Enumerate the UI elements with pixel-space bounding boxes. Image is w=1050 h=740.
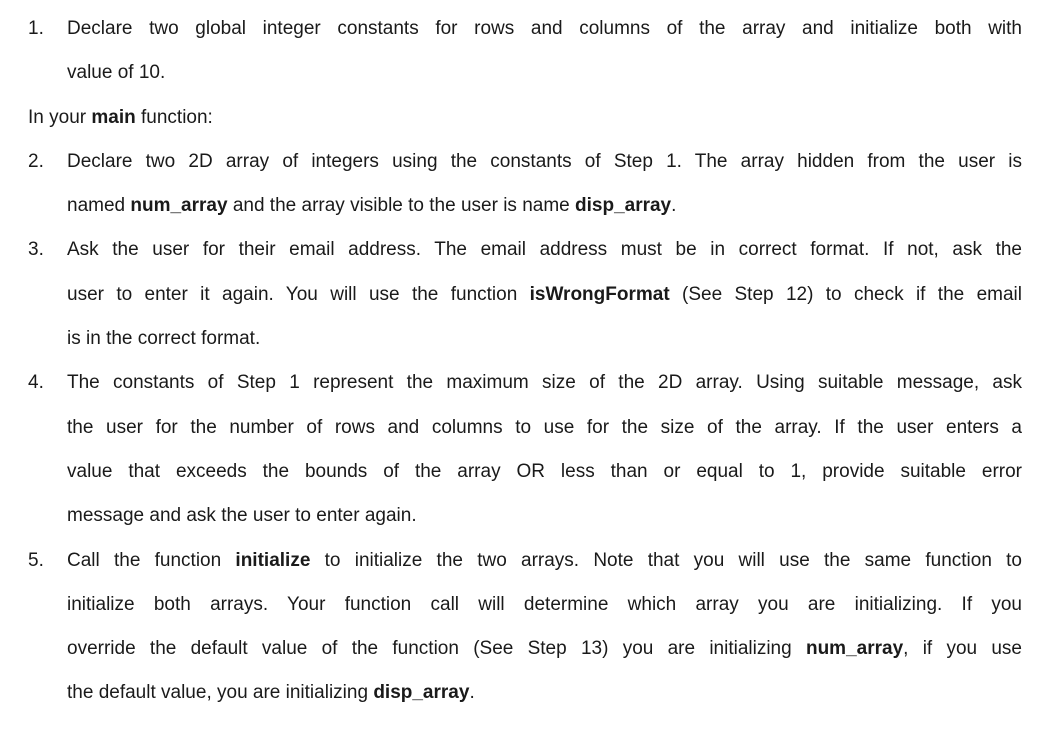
text-run: , if you use — [903, 638, 1022, 660]
text-run: In your — [28, 106, 92, 128]
text-line — [67, 671, 1022, 715]
text-run: Declare two global integer constants for rows and columns of the array and initialize both with — [67, 18, 1022, 39]
text-run: Call the function — [67, 549, 236, 571]
bold-term: isWrongFormat — [529, 283, 670, 305]
text-line — [67, 7, 1022, 51]
step-body — [67, 140, 1022, 229]
step-body — [67, 361, 1022, 538]
step-3 — [28, 228, 1022, 361]
step-body — [67, 539, 1022, 716]
step-number: 3. — [28, 239, 44, 261]
main-function-heading — [28, 96, 1022, 140]
step-number: 5. — [28, 549, 44, 571]
text-line — [67, 583, 1022, 627]
step-number: 4. — [28, 372, 44, 394]
step-number: 1. — [28, 18, 44, 39]
step-2 — [28, 140, 1022, 229]
text-run: value of 10. — [67, 62, 166, 84]
text-run: value that exceeds the bounds of the array OR less than or equal to 1, provide suitable error — [67, 460, 1022, 482]
text-line — [67, 450, 1022, 494]
text-run: (See Step 12) to check if the email — [669, 283, 1022, 305]
bold-term: disp_array — [575, 195, 672, 217]
text-run: message and ask the user to enter again. — [67, 505, 417, 527]
text-run: is in the correct format. — [67, 328, 261, 350]
text-run: function: — [135, 106, 213, 128]
text-line — [67, 494, 1022, 538]
text-run: Declare two 2D array of integers using the constants of Step 1. The array hidden from the user is — [67, 150, 1022, 172]
text-run: the default value, you are initializing — [67, 682, 374, 704]
text-run: and the array visible to the user is name — [227, 195, 576, 217]
text-line — [67, 184, 1022, 228]
text-run: . — [469, 682, 475, 704]
bold-term: num_array — [130, 195, 228, 217]
text-line — [67, 273, 1022, 317]
text-run: Ask the user for their email address. The email address must be in correct format. If not, ask the — [67, 239, 1022, 261]
bold-term-main: main — [91, 106, 136, 128]
step-number: 2. — [28, 150, 44, 172]
text-line — [67, 228, 1022, 272]
step-1 — [28, 7, 1022, 96]
text-line — [67, 361, 1022, 405]
text-run: named — [67, 195, 131, 217]
step-4 — [28, 361, 1022, 538]
step-5 — [28, 539, 1022, 716]
text-line — [67, 140, 1022, 184]
text-line — [67, 627, 1022, 671]
text-run: The constants of Step 1 represent the maximum size of the 2D array. Using suitable message, ask — [67, 372, 1022, 394]
text-line — [67, 406, 1022, 450]
text-run: initialize both arrays. Your function call will determine which array you are initializing. If you — [67, 593, 1022, 615]
bold-term: disp_array — [373, 682, 470, 704]
text-run: . — [671, 195, 677, 217]
bold-term: initialize — [235, 549, 311, 571]
text-run: override the default value of the function (See Step 13) you are initializing — [67, 638, 806, 660]
text-line — [67, 539, 1022, 583]
text-line — [67, 317, 1022, 361]
step-body — [67, 228, 1022, 361]
text-run: user to enter it again. You will use the function — [67, 283, 530, 305]
step-body — [67, 7, 1022, 96]
text-run: to initialize the two arrays. Note that you will use the same function to — [310, 549, 1022, 571]
text-line — [67, 51, 1022, 95]
text-run: the user for the number of rows and columns to use for the size of the array. If the user enters a — [67, 416, 1022, 438]
bold-term: num_array — [805, 638, 904, 660]
